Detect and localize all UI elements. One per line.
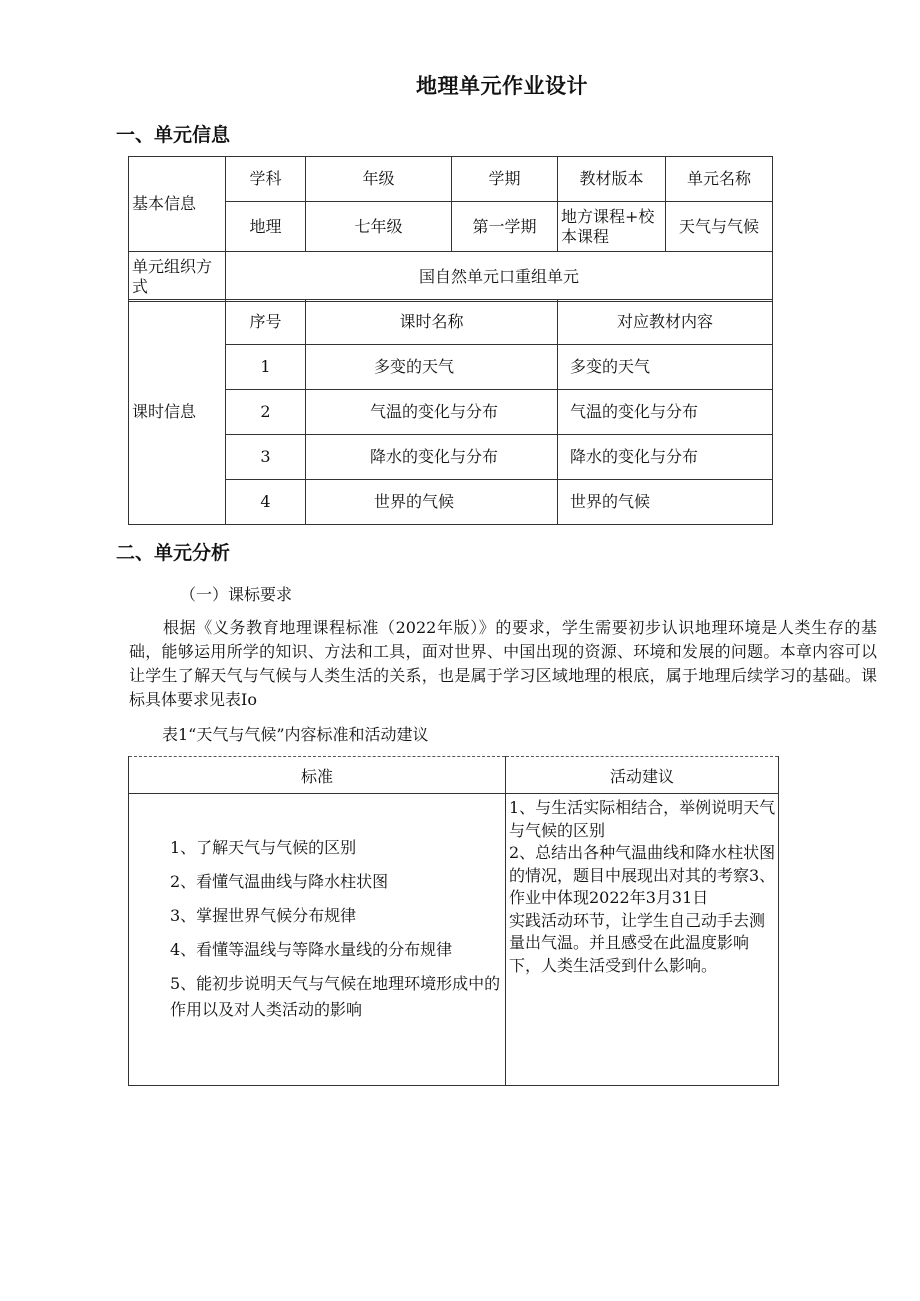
lesson-no: 1 [226, 345, 306, 390]
subsection-heading: （一）课标要求 [180, 585, 293, 604]
table-row [129, 480, 773, 525]
org-method-value: 国自然单元口重组单元 [226, 252, 773, 302]
lesson-no: 4 [226, 480, 306, 525]
table-row [129, 390, 773, 435]
header-grade: 年级 [306, 157, 452, 202]
basic-info-label: 基本信息 [129, 157, 226, 252]
activities-header: 活动建议 [506, 757, 779, 794]
lesson-content: 多变的天气 [558, 345, 773, 390]
lesson-content: 气温的变化与分布 [558, 390, 773, 435]
table-row [129, 345, 773, 390]
lesson-no: 2 [226, 390, 306, 435]
table-caption: 表1“天气与气候”内容标准和活动建议 [162, 725, 429, 744]
activities-cell [506, 794, 779, 1086]
section-heading-unit-info: 一、单元信息 [116, 124, 231, 146]
org-method-label: 单元组织方式 [129, 252, 226, 302]
standards-list [130, 795, 504, 1023]
lesson-name: 世界的气候 [306, 480, 558, 525]
lesson-content: 降水的变化与分布 [558, 435, 773, 480]
list-item: 4、看懂等温线与等降水量线的分布规律 [170, 940, 453, 959]
unit-info-table [128, 156, 773, 302]
standards-table [128, 756, 779, 1086]
lesson-header-name: 课时名称 [306, 300, 558, 345]
curriculum-paragraph: 根据《义务教育地理课程标准（2022年版）》的要求，学生需要初步认识地理环境是人类生存的基础，能够运用所学的知识、方法和工具，面对世界、中国出现的资源、环境和发展的问题。本章内容可以让学生了解天气与气候与人类生活的关系，也是属于学习区域地理的根底，属于地理后续学习的基础。课标具体要求见表Io [129, 618, 877, 709]
section-heading-unit-analysis: 二、单元分析 [116, 542, 231, 564]
header-textbook-version: 教材版本 [558, 157, 666, 202]
list-item: 1、了解天气与气候的区别 [170, 838, 357, 857]
list-item: 3、掌握世界气候分布规律 [170, 906, 357, 925]
lesson-header-content: 对应教材内容 [558, 300, 773, 345]
lesson-name: 降水的变化与分布 [306, 435, 558, 480]
list-item: 2、看懂气温曲线与降水柱状图 [170, 872, 389, 891]
lesson-name: 多变的天气 [306, 345, 558, 390]
value-textbook-version: 地方课程+校本课程 [558, 202, 666, 252]
lesson-name: 气温的变化与分布 [306, 390, 558, 435]
lesson-no: 3 [226, 435, 306, 480]
standards-header: 标准 [129, 757, 506, 794]
page-title: 地理单元作业设计 [416, 74, 588, 98]
lesson-header-no: 序号 [226, 300, 306, 345]
lesson-content: 世界的气候 [558, 480, 773, 525]
lesson-info-label: 课时信息 [129, 300, 226, 525]
value-unit-name: 天气与气候 [666, 202, 773, 252]
header-subject: 学科 [226, 157, 306, 202]
header-unit-name: 单元名称 [666, 157, 773, 202]
standards-cell [129, 794, 506, 1086]
lesson-table [128, 299, 773, 525]
table-row [129, 435, 773, 480]
value-subject: 地理 [226, 202, 306, 252]
header-semester: 学期 [452, 157, 558, 202]
value-semester: 第一学期 [452, 202, 558, 252]
activities-text: 1、与生活实际相结合，举例说明天气与气候的区别 2、总结出各种气温曲线和降水柱状图的情况，题目中展现出对其的考察3、作业中体现2022年3月31日 实践活动环节，让学生自己动手去测量出气温。并且感受在此温度影响下，人类生活受到什么影响。 [509, 798, 776, 975]
value-grade: 七年级 [306, 202, 452, 252]
list-item: 5、能初步说明天气与气候在地理环境形成中的作用以及对人类活动的影响 [170, 974, 501, 1019]
